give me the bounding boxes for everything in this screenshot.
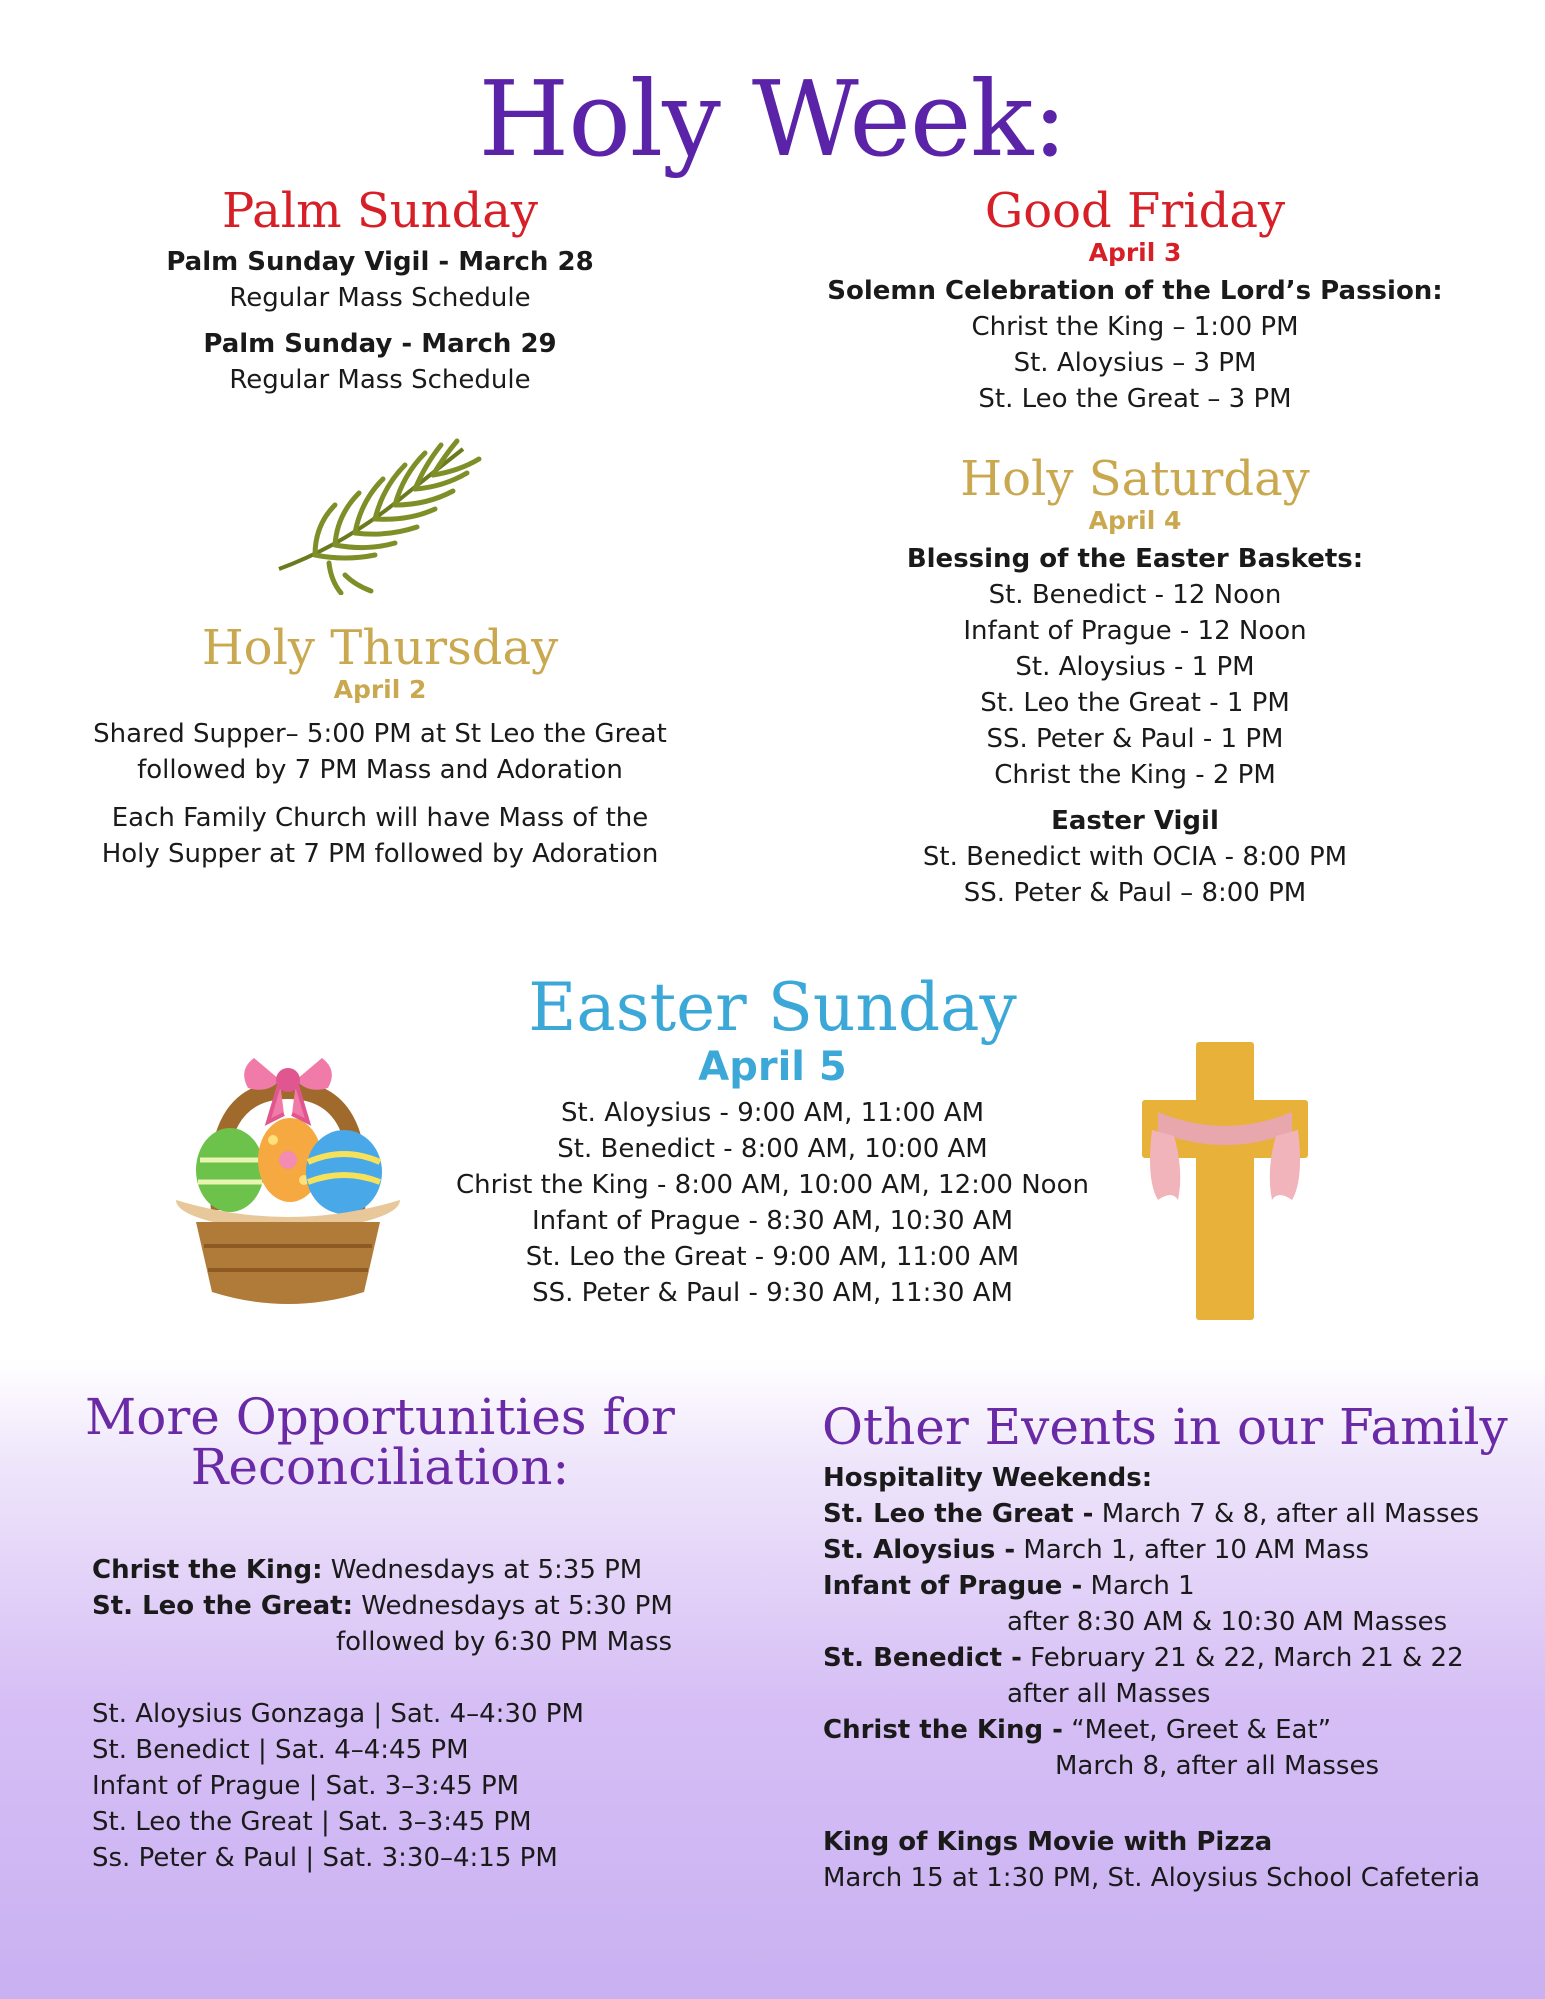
easter-time: St. Leo the Great - 9:00 AM, 11:00 AM [525,1241,1020,1272]
hospitality-ctk-detail: March 8, after all Masses [1055,1751,1380,1781]
reconciliation-saturday-item: Infant of Prague | Sat. 3–3:45 PM [92,1771,520,1801]
hospitality-infant: Infant of Prague - March 1 [823,1571,1195,1601]
good-friday-time: Christ the King – 1:00 PM [971,311,1299,342]
easter-time: SS. Peter & Paul - 9:30 AM, 11:30 AM [532,1277,1013,1308]
holy-thursday-title: Holy Thursday [201,620,559,676]
palm-sunday-section [40,185,720,398]
good-friday-title: Good Friday [984,183,1286,239]
basket-blessing-time: St. Leo the Great - 1 PM [980,687,1290,718]
hospitality-benedict: St. Benedict - February 21 & 22, March 21 & 22 [823,1643,1464,1673]
reconciliation-title-line2: Reconciliation: [190,1438,570,1496]
thursday-p1-line1: Shared Supper– 5:00 PM at St Leo the Great [93,718,667,749]
reconciliation-title-line1: More Opportunities for [85,1388,675,1446]
easter-vigil-time: St. Benedict with OCIA - 8:00 PM [922,841,1348,872]
holy-saturday-title: Holy Saturday [960,451,1310,507]
hospitality-infant-detail: after 8:30 AM & 10:30 AM Masses [1007,1607,1448,1637]
easter-sunday-title: Easter Sunday [528,969,1017,1046]
basket-blessing-time: Christ the King - 2 PM [994,759,1276,790]
reconciliation-saturday-item: St. Aloysius Gonzaga | Sat. 4–4:30 PM [92,1699,584,1729]
reconciliation-list [92,1552,732,1876]
other-events-list [823,1460,1523,1896]
good-friday-section [800,185,1470,417]
reconciliation-saturday-item: St. Leo the Great | Sat. 3–3:45 PM [92,1807,532,1837]
holy-thursday-date: April 2 [333,674,427,704]
basket-blessing-time: Infant of Prague - 12 Noon [963,615,1307,646]
reconciliation-leo: St. Leo the Great: Wednesdays at 5:30 PM [92,1591,673,1621]
holy-thursday-section [40,622,720,872]
movie-detail: March 15 at 1:30 PM, St. Aloysius School Cafeteria [823,1863,1480,1893]
good-friday-time: St. Leo the Great – 3 PM [978,383,1292,414]
thursday-p1-line2: followed by 7 PM Mass and Adoration [137,754,623,785]
easter-time: St. Aloysius - 9:00 AM, 11:00 AM [560,1097,985,1128]
reconciliation-leo-followup: followed by 6:30 PM Mass [336,1627,673,1657]
hospitality-ctk: Christ the King - “Meet, Greet & Eat” [823,1715,1332,1745]
thursday-p2-line1: Each Family Church will have Mass of the [111,802,649,833]
easter-vigil-time: SS. Peter & Paul – 8:00 PM [963,877,1307,908]
reconciliation-saturday-item: Ss. Peter & Paul | Sat. 3:30–4:15 PM [92,1843,558,1873]
reconciliation-saturday-item: St. Benedict | Sat. 4–4:45 PM [92,1735,469,1765]
good-friday-heading: Solemn Celebration of the Lord’s Passion: [827,275,1443,306]
thursday-p2-line2: Holy Supper at 7 PM followed by Adoration [101,838,659,869]
good-friday-time: St. Aloysius – 3 PM [1013,347,1257,378]
basket-blessing-time: St. Benedict - 12 Noon [988,579,1282,610]
palm-vigil-detail: Regular Mass Schedule [229,282,531,313]
easter-time: St. Benedict - 8:00 AM, 10:00 AM [557,1133,988,1164]
movie-heading: King of Kings Movie with Pizza [823,1827,1273,1857]
basket-blessing-heading: Blessing of the Easter Baskets: [906,543,1364,574]
easter-time: Infant of Prague - 8:30 AM, 10:30 AM [531,1205,1014,1236]
holy-saturday-date: April 4 [1088,505,1182,535]
easter-time: Christ the King - 8:00 AM, 10:00 AM, 12:00 Noon [456,1169,1089,1200]
page-title: Holy Week: [478,58,1067,180]
hospitality-benedict-detail: after all Masses [1007,1679,1211,1709]
other-events-title: Other Events in our Family [822,1398,1508,1456]
palm-vigil-heading: Palm Sunday Vigil - March 28 [166,246,594,277]
easter-sunday-section [400,969,1145,1311]
reconciliation-title [40,1388,720,1496]
hospitality-aloysius: St. Aloysius - March 1, after 10 AM Mass [823,1535,1370,1565]
basket-blessing-time: SS. Peter & Paul - 1 PM [986,723,1284,754]
palm-day-detail: Regular Mass Schedule [229,364,531,395]
palm-sunday-title: Palm Sunday [221,183,539,239]
hospitality-heading: Hospitality Weekends: [823,1463,1153,1493]
draped-cross-icon [1140,1040,1310,1322]
easter-sunday-date: April 5 [698,1043,847,1090]
hospitality-leo: St. Leo the Great - March 7 & 8, after all Masses [823,1499,1480,1529]
easter-vigil-heading: Easter Vigil [1051,805,1219,836]
easter-basket-icon [168,1050,408,1310]
holy-saturday-section [800,453,1470,911]
palm-frond-icon [275,435,495,595]
reconciliation-ctk: Christ the King: Wednesdays at 5:35 PM [92,1555,643,1585]
palm-day-heading: Palm Sunday - March 29 [203,328,557,359]
basket-blessing-time: St. Aloysius - 1 PM [1015,651,1255,682]
good-friday-date: April 3 [1088,237,1182,267]
